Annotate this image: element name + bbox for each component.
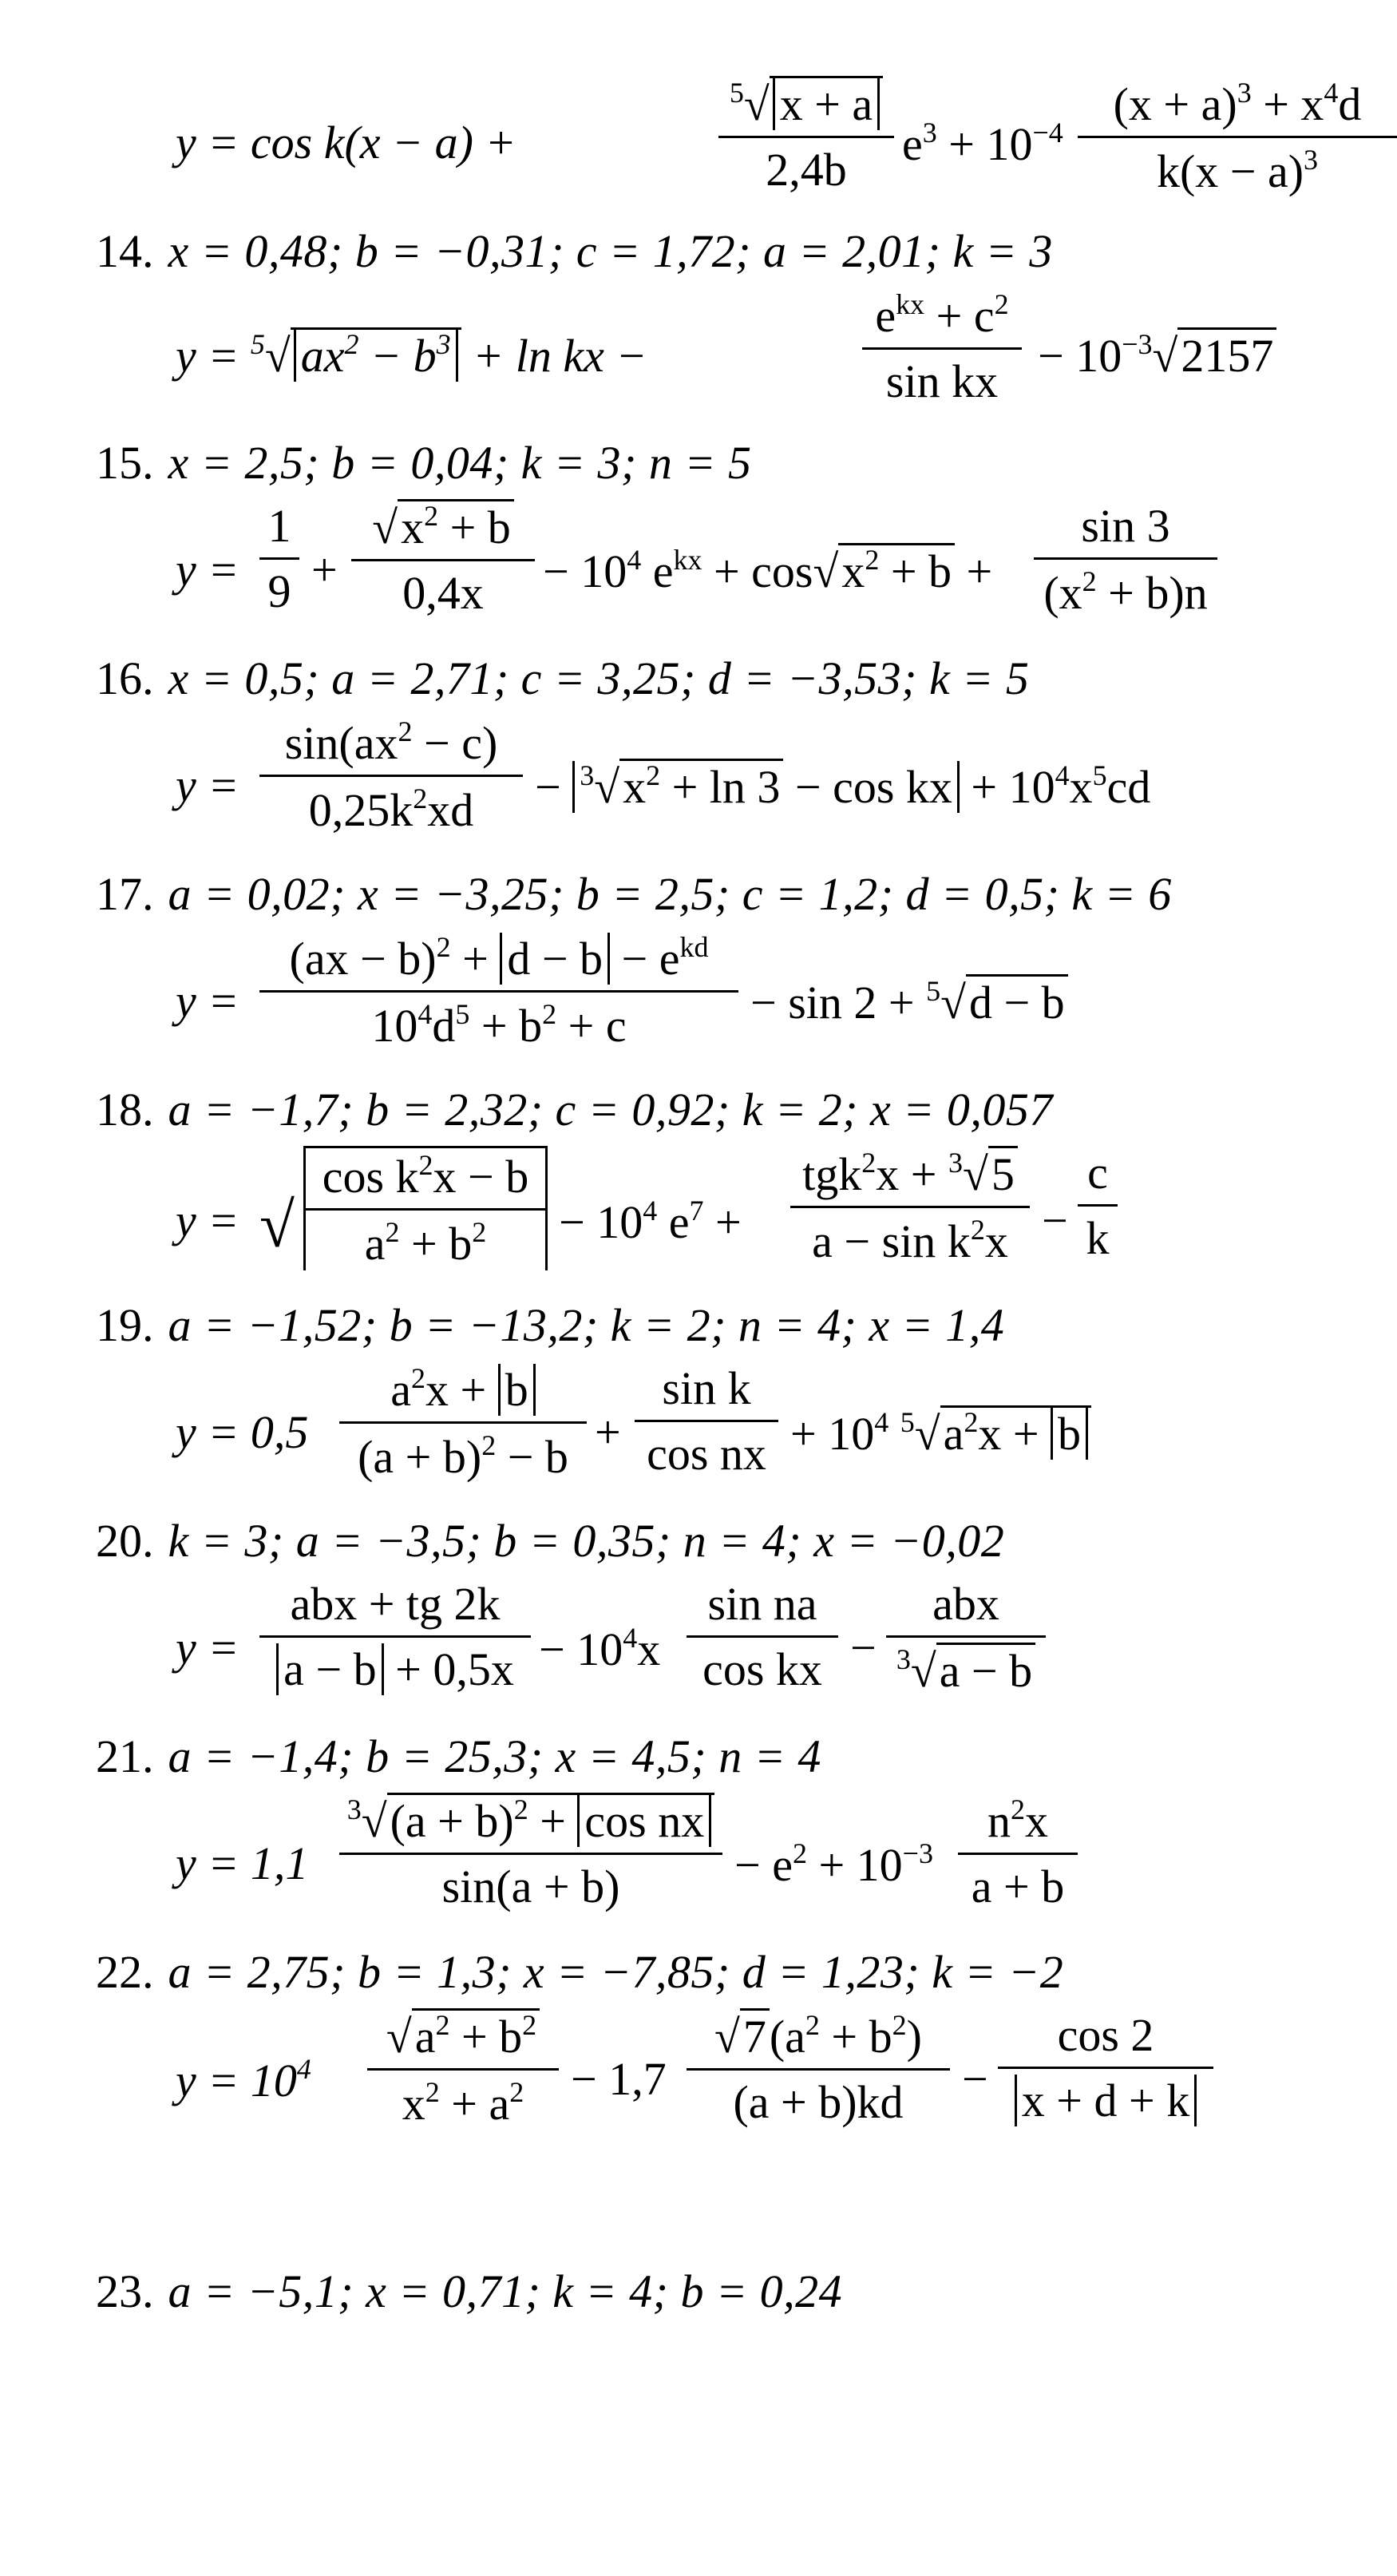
condition-18: 18. a = −1,7; b = 2,32; c = 0,92; k = 2; x = 0,057 — [96, 1084, 1053, 1135]
fraction: tgk$^2$x + $^3$√5 $a - \sin k^2x$ — [790, 1146, 1030, 1268]
fraction: $e^{kx} + c^2$ sin kx — [862, 287, 1022, 408]
document-page: y = cos k(x − a) + $^5$√ x + a 2,4b $e^3 + 10^{-4}$ $(x + a)^3 + x^4d$ $k(x - a)^3$ 14. x = 0,48; b = −0,31; c = 1,72; a = 2,01; k = 3 y = $^5$√ $ax^2 - b^3 + \ln$ kx − $e^{kx} + c^2$ sin kx − $10^{-3}√2157$ 15. x = 2,5; b = 0,04; k = 3; n = 5 y = 1 9 + $√x^2 + b$ 0,4x − $10^4$ $e^{kx} + \cos√x^2 + b$ + sin 3 $(x^2 + b)n$ 16. x = 0,5; a = 2,71; c = 3,25; d = −3,53; k = 5 y = $\sin(ax^2 - c)$ $0,25k^2xd$ − $^3√x^2 + \ln 3 - \cos$ kx + $10^4x^5cd$ 17. a = 0,02; x = −3,25; b = 2,5; c = 1,2; d = 0,5; k = 6 y = $(ax - b)^2 + d - b - e^{kd}$ $10^4d^5 + b^2 + c$ − sin 2 + $^5$√d − b 18. a = −1,7; b = 2,32; c = 0,92; k = 2; x = 0,057 y = √ $\cos k^2x - b$ $a^2 + b^2$ − $10^4$ $e^7$ + tgk$^2$x + $^3$√5 $a - \sin k^2x$ − c k 19. a = −1,52; b = −13,2; k = 2; n = 4; x = 1,4 y = 0,5 $a^2x + b$ $(a + b)^2 - b$ + sin k cos nx + $10^4$ $^5√a^2x + b$ 20. k = 3; a = −3,5; b = 0,35; n = 4; x = −0,02 y = abx + tg 2k a − b + 0,5x − $10^4x$ sin na cos kx − abx $^3$√a − b 21. a = −1,4; b = 25,3; x = 4,5; n = 4 y = 1,1 $^3√(a + b)^2 + \cos$ nx sin(a + b) − $e^2 + 10^{-3}$ $n^2x$ a + b 22. a = 2,75; b = 1,3; x = −7,85; d = 1,23; k = −2 $y = 10^4$ $√a^2 + b^2$ $x^2 + a^2$ − 1,7 $√7(a^2 + b^2)$ (a + b)kd − cos 2 x + d + k 23. a = −5,1; x = 0,71; k = 4; b = 0,24 — [0, 0, 1273, 2576]
fraction: cos 2 x + d + k — [998, 2008, 1213, 2127]
condition-16: 16. x = 0,5; a = 2,71; c = 3,25; d = −3,53; k = 5 — [96, 652, 1030, 704]
fraction: $^3√(a + b)^2 + \cos$ nx sin(a + b) — [339, 1793, 722, 1913]
condition-22: 22. a = 2,75; b = 1,3; x = −7,85; d = 1,23; k = −2 — [96, 1946, 1064, 1998]
fraction: $√7(a^2 + b^2)$ (a + b)kd — [687, 2008, 950, 2129]
condition-20: 20. k = 3; a = −3,5; b = 0,35; n = 4; x = −0,02 — [96, 1515, 1005, 1567]
fraction: c k — [1078, 1146, 1118, 1265]
fraction: $√a^2 + b^2$ $x^2 + a^2$ — [367, 2008, 559, 2130]
fraction: $a^2x + b$ $(a + b)^2 - b$ — [339, 1361, 587, 1484]
fraction: sin k cos nx — [635, 1361, 778, 1480]
fraction: $\cos k^2x - b$ $a^2 + b^2$ — [303, 1146, 548, 1270]
fraction: $n^2x$ a + b — [958, 1793, 1078, 1913]
fraction: 1 9 — [259, 499, 299, 618]
fraction: $√x^2 + b$ 0,4x — [351, 499, 535, 620]
condition-14: 14. x = 0,48; b = −0,31; c = 1,72; a = 2,01; k = 3 — [96, 225, 1053, 277]
fraction: abx + tg 2k a − b + 0,5x — [259, 1577, 531, 1696]
fraction: $(x + a)^3 + x^4d$ $k(x - a)^3$ — [1078, 76, 1397, 198]
condition-19: 19. a = −1,52; b = −13,2; k = 2; n = 4; x = 1,4 — [96, 1299, 1005, 1351]
condition-17: 17. a = 0,02; x = −3,25; b = 2,5; c = 1,2; d = 0,5; k = 6 — [96, 868, 1172, 920]
fraction: $\sin(ax^2 - c)$ $0,25k^2xd$ — [259, 715, 523, 837]
condition-23: 23. a = −5,1; x = 0,71; k = 4; b = 0,24 — [96, 2265, 843, 2317]
fraction: $(ax - b)^2 + d - b - e^{kd}$ $10^4d^5 + b^2 + c$ — [259, 930, 738, 1052]
condition-15: 15. x = 2,5; b = 0,04; k = 3; n = 5 — [96, 437, 752, 489]
fraction: sin 3 $(x^2 + b)n$ — [1034, 499, 1217, 620]
condition-21: 21. a = −1,4; b = 25,3; x = 4,5; n = 4 — [96, 1730, 821, 1782]
fraction: abx $^3$√a − b — [886, 1577, 1046, 1698]
fraction: $^5$√ x + a 2,4b — [718, 76, 894, 196]
fraction: sin na cos kx — [687, 1577, 838, 1696]
